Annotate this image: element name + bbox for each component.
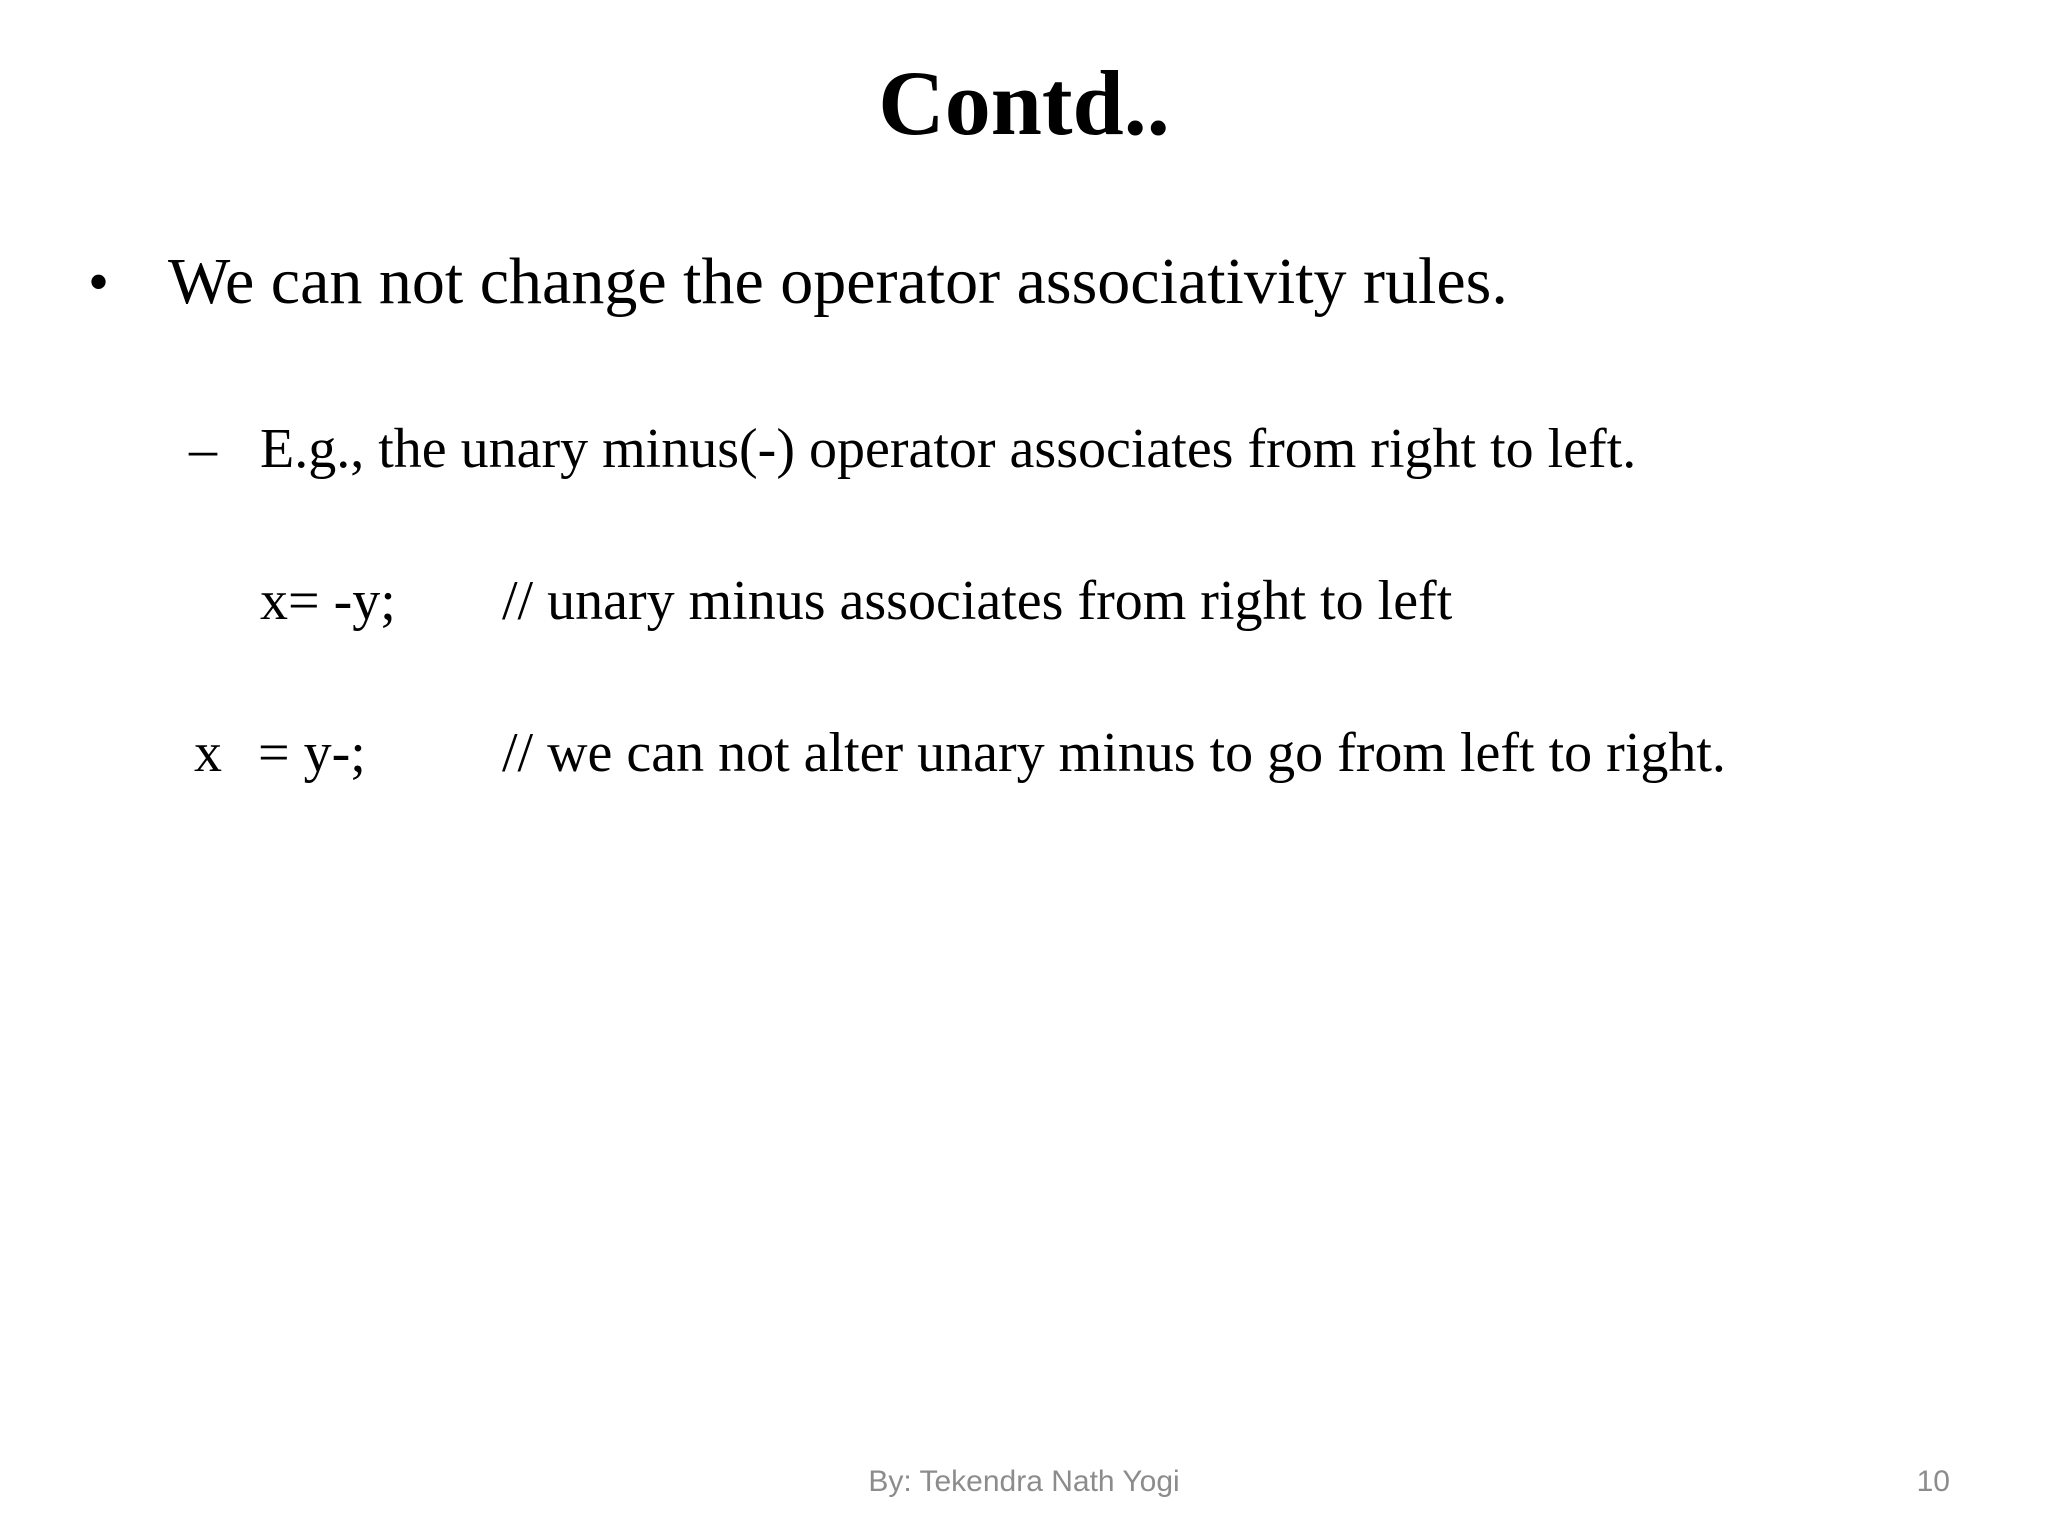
code-comment: // unary minus associates from right to left xyxy=(502,570,1453,632)
code-line-2 xyxy=(0,718,1900,788)
bullet-item xyxy=(0,242,1900,322)
code-variable: x xyxy=(194,722,222,784)
code-comment: // we can not alter unary minus to go from left to right. xyxy=(502,722,1726,784)
slide-title: Contd.. xyxy=(878,52,1170,154)
code-statement: = y-; xyxy=(258,722,366,784)
footer-author: By: Tekendra Nath Yogi xyxy=(868,1465,1180,1498)
bullet-text: We can not change the operator associativity rules. xyxy=(168,245,1508,318)
sub-bullet-item xyxy=(0,414,1900,484)
code-statement: x= -y; xyxy=(260,570,396,632)
page-number: 10 xyxy=(1916,1465,1950,1498)
code-line-1 xyxy=(0,566,1900,636)
bullet-marker: • xyxy=(88,249,110,315)
sub-bullet-marker: – xyxy=(189,418,217,480)
sub-bullet-text: E.g., the unary minus(-) operator associates from right to left. xyxy=(260,418,1637,480)
